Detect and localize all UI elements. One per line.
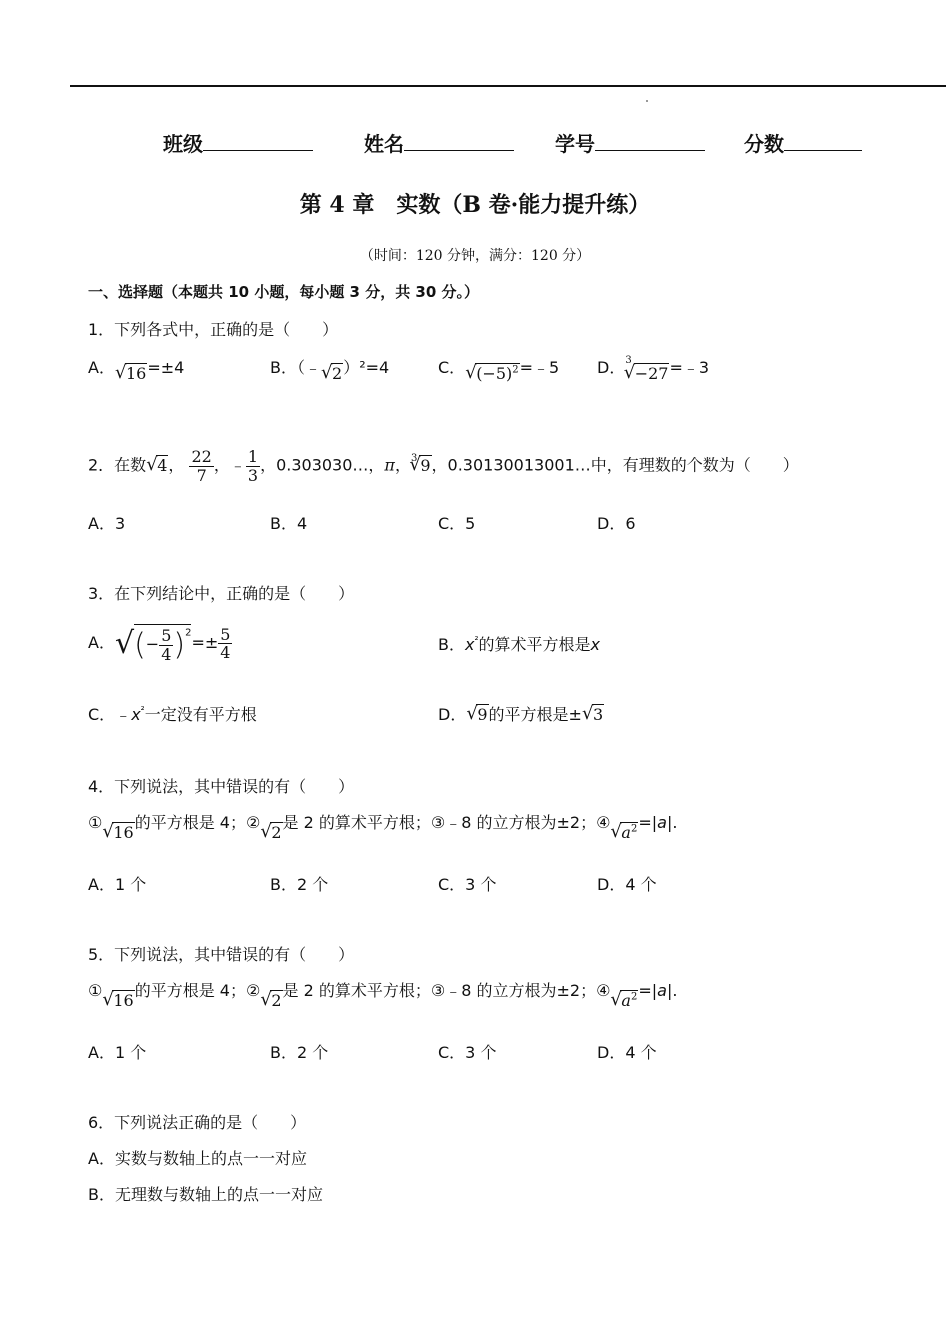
sqrt-symbol [115,364,147,383]
q4-statements [88,810,678,842]
class-blank[interactable] [203,132,313,151]
numerator: 22 [191,447,212,466]
sqrt-symbol [465,364,519,383]
variable: x [590,635,600,654]
option-text: =± [191,633,219,653]
comma: ， [213,455,230,475]
sqrt-symbol [260,991,282,1010]
statement-text: =| [638,813,658,832]
denominator: 7 [196,465,207,485]
exponent: ² [474,635,479,647]
exponent: ² [140,705,145,717]
root-index: 3 [625,355,632,366]
radicand: 3 [592,705,604,724]
score-blank[interactable] [784,132,862,151]
q4-option-a[interactable]: A．1 个 [88,875,147,894]
section-heading: 一、选择题（本题共 10 小题，每小题 3 分，共 30 分。） [88,283,480,301]
score-label: 分数 [744,132,784,156]
denominator: 3 [247,465,259,485]
cbrt-symbol [624,364,670,383]
stem-text: ，0.30130013001…中，有理数的个数为（ ） [431,455,799,475]
sqrt-symbol [466,705,488,724]
name-field [364,128,514,157]
sqrt-symbol [146,456,168,475]
exponent: 2 [630,823,638,835]
fraction [218,626,232,662]
q1-option-c[interactable] [438,355,560,383]
sqrt-symbol [102,823,134,842]
q1-option-a[interactable] [88,355,185,383]
statement-text: 的平方根是 4；② [134,981,261,1000]
denominator: 4 [161,644,172,664]
minus-sign: ﹣ [115,705,132,724]
option-label: B． [438,635,465,654]
option-text: =±4 [147,358,185,377]
paren-open: ( [134,627,146,663]
q5-option-a[interactable]: A．1 个 [88,1043,147,1062]
q3-option-a[interactable] [88,624,232,663]
radicand: (−5) [476,364,513,383]
numerator: 1 [247,447,259,466]
fraction [246,448,260,484]
variable: x [131,705,141,724]
paren-close: ) [173,627,186,663]
option-label: A． [88,633,115,653]
statement-text: 是 2 的算术平方根；③﹣8 的立方根为±2；④ [282,981,611,1000]
variable: a [657,981,667,1000]
circled-number: ① [88,981,103,1000]
minus-sign: − [145,634,160,654]
q1-stem: 1．下列各式中，正确的是（ ） [88,320,339,339]
sqrt-symbol [260,823,282,842]
q4-option-d[interactable]: D．4 个 [597,875,657,894]
q6-option-b[interactable]: B．无理数与数轴上的点一一对应 [88,1185,323,1204]
minus-sign: ﹣ [229,455,246,475]
option-label: A． [88,358,115,377]
sqrt-symbol [610,991,638,1010]
class-label: 班级 [163,132,203,156]
fraction [159,627,173,663]
q2-option-b[interactable]: B．4 [270,514,308,533]
radicand: 16 [113,991,134,1010]
page-title: 第 4 章 实数（B 卷·能力提升练） [299,192,651,218]
q4-option-c[interactable]: C．3 个 [438,875,497,894]
sqrt-symbol [102,991,134,1010]
student-id-blank[interactable] [595,132,705,151]
option-label: C． [88,705,116,724]
denominator: 4 [220,643,231,663]
statement-text: |. [666,813,678,832]
q3-stem: 3．在下列结论中，正确的是（ ） [88,584,355,603]
variable: x [464,635,475,654]
q2-option-c[interactable]: C．5 [438,514,476,533]
option-text: 的平方根是± [488,705,582,724]
q2-stem [88,448,799,484]
radicand: 16 [125,364,147,383]
stem-text: ，0.303030…， [260,455,385,475]
option-label: B． [270,358,297,377]
pi-symbol: π [384,455,395,475]
radicand: 4 [157,455,168,475]
name-blank[interactable] [404,132,514,151]
comma: ， [394,455,411,475]
class-field [163,128,313,157]
q4-stem: 4．下列说法，其中错误的有（ ） [88,777,355,796]
radicand: 9 [477,705,488,724]
option-text: ）²=4 [343,358,390,377]
option-text: 的算术平方根是 [478,635,591,654]
fraction [189,448,213,484]
exponent: 2 [185,627,192,639]
exponent: 2 [512,364,519,376]
radicand [134,624,191,663]
cbrt-symbol [409,456,431,475]
statement-text: |. [666,981,678,1000]
radicand: 2 [332,364,343,383]
student-id-field [555,128,705,157]
statement-text: 是 2 的算术平方根；③﹣8 的立方根为±2；④ [282,813,611,832]
q1-option-b[interactable] [270,355,390,383]
q6-option-a[interactable]: A．实数与数轴上的点一一对应 [88,1149,307,1168]
decorative-dot [646,100,648,102]
q5-option-c[interactable]: C．3 个 [438,1043,497,1062]
numerator: 5 [220,624,231,644]
radicand: 2 [271,823,282,842]
q5-statements [88,978,678,1010]
sqrt-symbol [582,705,604,724]
q6-stem: 6．下列说法正确的是（ ） [88,1113,307,1132]
q1-option-d[interactable] [597,355,710,383]
root-index: 3 [410,452,418,464]
q3-option-b[interactable] [438,632,600,655]
option-text: =﹣3 [669,358,710,377]
score-field [744,128,862,157]
radicand: a [621,823,631,842]
option-text: （﹣ [296,358,321,377]
page-subtitle: （时间：120 分钟，满分：120 分） [359,248,591,264]
radicand: −27 [634,364,669,383]
option-text: 一定没有平方根 [144,705,257,724]
name-label: 姓名 [364,132,404,156]
q3-option-d[interactable] [438,702,604,725]
q2-option-d[interactable]: D．6 [597,514,636,533]
header-rule [70,85,946,87]
radicand: 16 [113,823,134,842]
q4-option-b[interactable]: B．2 个 [270,875,329,894]
sqrt-symbol [610,823,638,842]
radicand: 2 [271,991,282,1010]
q5-option-d[interactable]: D．4 个 [597,1043,657,1062]
exponent: 2 [630,991,638,1003]
option-label: D． [597,358,626,377]
q5-option-b[interactable]: B．2 个 [270,1043,329,1062]
statement-text: =| [638,981,658,1000]
radicand: a [621,991,631,1010]
variable: a [657,813,667,832]
statement-text: 的平方根是 4；② [134,813,261,832]
option-label: C． [438,358,466,377]
stem-text: 2．在数 [88,455,147,475]
radicand: 9 [420,455,431,475]
q5-stem: 5．下列说法，其中错误的有（ ） [88,945,355,964]
sqrt-symbol [321,364,343,383]
option-text: =﹣5 [519,358,560,377]
option-label: D． [438,705,467,724]
sqrt-symbol: √ [114,626,135,662]
comma: ， [168,455,185,475]
circled-number: ① [88,813,103,832]
numerator: 5 [161,626,172,645]
q3-option-c[interactable] [88,702,257,725]
q2-option-a[interactable]: A．3 [88,514,126,533]
student-id-label: 学号 [555,132,595,156]
